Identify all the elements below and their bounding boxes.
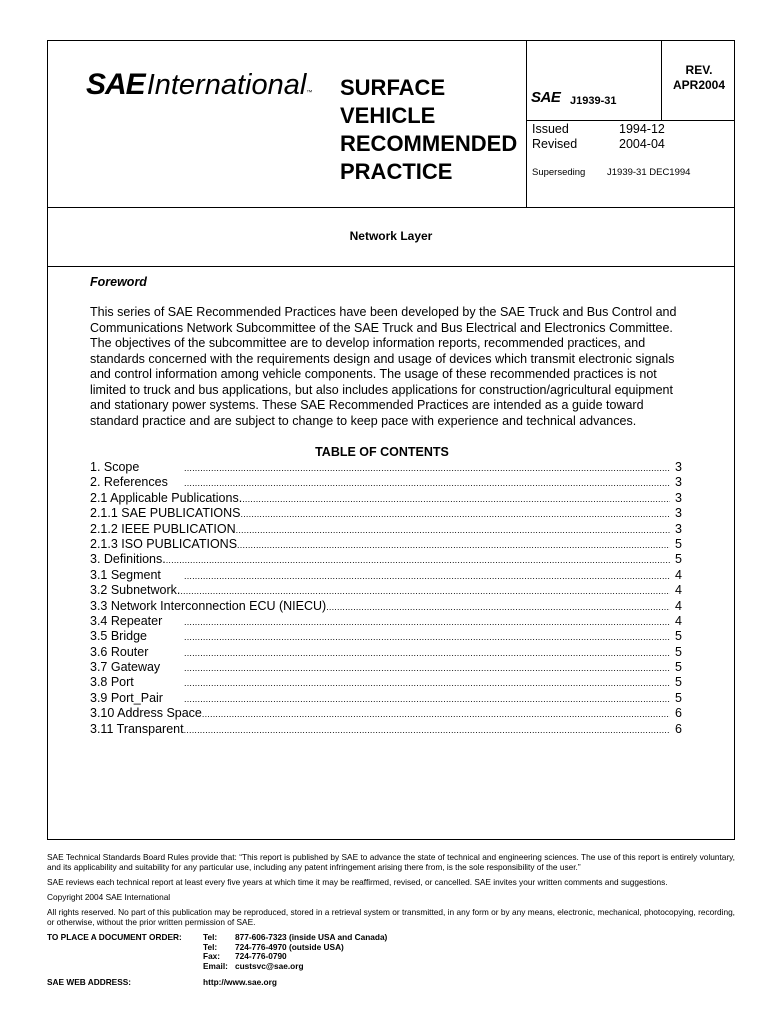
table-of-contents: [90, 460, 682, 737]
toc-entry[interactable]: [90, 460, 682, 475]
toc-entry-label: 2. References: [90, 475, 168, 490]
toc-entry[interactable]: [90, 614, 682, 629]
toc-entry[interactable]: [90, 599, 682, 614]
document-type: [340, 74, 517, 186]
toc-entry-page: 5: [675, 675, 682, 690]
toc-entry-page: 3: [675, 521, 682, 536]
toc-entry-label: 3.2 Subnetwork.: [90, 583, 181, 598]
document-subtitle: Network Layer: [349, 229, 433, 243]
footer: [47, 852, 735, 932]
foreword-text: This series of SAE Recommended Practices have been developed by the SAE Truck and Bus Control and Communications Network Subcommittee of the SAE Truck and Bus Electrical and Electronics Committee. The objectives of the subcommittee are to develop information reports, recommended practices, and standards concerned with the requirements design and usage of devices which transmit electronic signals and control information among vehicle components. The usage of these recommended practices is not limited to truck and bus applications, but also includes applications for construction/agricultural equipment and stationary power systems. These SAE Recommended Practices are intended as a guide toward standard practice and are subject to change to keep pace with experience and technical advances.: [90, 305, 677, 428]
toc-entry-label: 3. Definitions.: [90, 552, 166, 567]
order-contact-row: [203, 962, 443, 972]
order-label: TO PLACE A DOCUMENT ORDER:: [47, 932, 182, 942]
toc-entry-label: 2.1.2 IEEE PUBLICATION: [90, 521, 236, 536]
toc-entry[interactable]: [90, 583, 682, 598]
revision-box: [666, 63, 732, 93]
logo-international-text: International: [146, 69, 307, 101]
order-contact-key: Tel:: [203, 932, 218, 942]
toc-entry[interactable]: [90, 552, 682, 567]
toc-entry[interactable]: [90, 629, 682, 644]
toc-entry-label: 3.8 Port: [90, 675, 134, 690]
superseding: [532, 167, 690, 178]
web-address: [47, 977, 447, 987]
toc-entry-page: 4: [675, 598, 682, 613]
toc-leader-dots: [202, 707, 670, 721]
toc-leader-dots: [184, 661, 670, 675]
logo-sae-text: SAE: [86, 68, 145, 101]
order-contact-key: Email:: [203, 960, 228, 971]
toc-entry-label: 3.5 Bridge: [90, 629, 147, 644]
toc-entry-label: 2.1.1 SAE PUBLICATIONS: [90, 506, 241, 521]
order-contact-key: Fax:: [203, 951, 221, 961]
toc-leader-dots: [237, 538, 670, 552]
toc-entry-page: 5: [675, 660, 682, 675]
toc-entry[interactable]: [90, 645, 682, 660]
revised-label: Revised: [532, 137, 578, 151]
toc-entry-page: 4: [675, 613, 682, 628]
order-contact-key: Tel:: [203, 941, 218, 952]
footer-copyright: Copyright 2004 SAE International: [47, 892, 171, 902]
toc-entry[interactable]: [90, 506, 682, 521]
toc-entry-page: 5: [675, 690, 682, 705]
order-contact-value: 877-606-7323 (inside USA and Canada): [235, 932, 388, 942]
issued-label: Issued: [532, 122, 569, 136]
toc-entry[interactable]: [90, 691, 682, 706]
toc-heading: TABLE OF CONTENTS: [315, 445, 449, 459]
toc-entry-page: 6: [675, 721, 682, 736]
footer-rules: SAE Technical Standards Board Rules provide that: “This report is published by SAE to advance the state of technical and engineering sciences. The use of this report is entirely voluntary, and its applicability and suitability for any particular use, including any patent infringement arising there from, is the sole responsibility of the user.”: [47, 852, 735, 872]
toc-leader-dots: [180, 584, 670, 598]
toc-leader-dots: [184, 676, 670, 690]
toc-leader-dots: [326, 600, 670, 614]
header-column-divider: [526, 40, 527, 207]
toc-entry[interactable]: [90, 660, 682, 675]
toc-entry[interactable]: [90, 675, 682, 690]
web-label: SAE WEB ADDRESS:: [47, 977, 132, 987]
toc-entry-label: 2.1 Applicable Publications.: [90, 490, 243, 505]
toc-entry-label: 1. Scope: [90, 460, 140, 474]
toc-entry-page: 3: [675, 460, 682, 474]
toc-entry-label: 3.9 Port_Pair: [90, 690, 163, 705]
toc-leader-dots: [236, 523, 670, 537]
toc-entry-page: 3: [675, 490, 682, 505]
toc-leader-dots: [184, 476, 670, 490]
toc-entry[interactable]: [90, 568, 682, 583]
issued-value: 1994-12: [619, 122, 665, 136]
small-sae-logo: SAE: [531, 89, 561, 106]
web-link[interactable]: http://www.sae.org: [203, 977, 277, 987]
toc-entry-page: 6: [675, 706, 682, 721]
footer-rights: All rights reserved. No part of this publication may be reproduced, stored in a retrieval system or transmitted, in any form or by any means, electronic, mechanical, photocopying, recording, or otherwise, without the prior written permission of SAE.: [47, 907, 735, 927]
logo-trademark: ™: [306, 90, 313, 96]
toc-leader-dots: [184, 646, 670, 660]
toc-entry-label: 3.6 Router: [90, 644, 149, 659]
toc-entry-page: 5: [675, 552, 682, 567]
toc-entry-label: 2.1.3 ISO PUBLICATIONS: [90, 536, 238, 551]
doc-type-line: VEHICLE: [340, 103, 436, 128]
toc-entry[interactable]: [90, 706, 682, 721]
toc-entry[interactable]: [90, 537, 682, 552]
order-contact-value: 724-776-4970 (outside USA): [235, 941, 344, 952]
title-divider: [47, 266, 735, 267]
order-contacts: [203, 933, 443, 971]
foreword-heading: Foreword: [90, 275, 147, 289]
docnum-divider: [526, 120, 735, 121]
order-contact-value: 724-776-0790: [235, 951, 287, 961]
footer-review: SAE reviews each technical report at least every five years at which time it may be reaffirmed, revised, or cancelled. SAE invites your written comments and suggestions.: [47, 877, 668, 887]
toc-entry-label: 3.1 Segment: [90, 567, 161, 582]
toc-entry[interactable]: [90, 722, 682, 737]
toc-leader-dots: [184, 630, 670, 644]
toc-entry-label: 3.10 Address Space: [90, 706, 202, 721]
toc-entry-page: 3: [675, 475, 682, 490]
toc-entry-page: 3: [675, 506, 682, 521]
toc-leader-dots: [184, 615, 670, 629]
toc-leader-dots: [184, 723, 670, 737]
rev-column-divider: [661, 40, 662, 120]
toc-leader-dots: [184, 569, 670, 583]
toc-entry-label: 3.11 Transparent: [90, 721, 184, 736]
toc-entry-page: 4: [675, 583, 682, 598]
toc-leader-dots: [241, 507, 670, 521]
toc-leader-dots: [166, 553, 670, 567]
toc-entry-label: 3.4 Repeater: [90, 613, 163, 628]
toc-entry-label: 3.3 Network Interconnection ECU (NIECU): [90, 598, 327, 613]
doc-type-line: RECOMMENDED: [340, 131, 518, 156]
doc-type-line: PRACTICE: [340, 159, 453, 184]
issue-dates: [532, 122, 665, 152]
rev-date: APR2004: [672, 78, 726, 92]
toc-entry[interactable]: [90, 491, 682, 506]
rev-label: REV.: [685, 63, 713, 77]
toc-entry-page: 5: [675, 629, 682, 644]
toc-entry[interactable]: [90, 522, 682, 537]
revised-value: 2004-04: [619, 137, 665, 151]
header-divider: [47, 207, 735, 208]
toc-entry-page: 5: [675, 536, 682, 551]
toc-entry-label: 3.7 Gateway: [90, 660, 161, 675]
toc-entry-page: 4: [675, 567, 682, 582]
toc-leader-dots: [184, 692, 670, 706]
order-contact-value: custsvc@sae.org: [235, 960, 304, 971]
toc-leader-dots: [242, 492, 670, 506]
superseding-label: Superseding: [532, 167, 586, 178]
sae-international-logo: [86, 68, 312, 102]
toc-entry[interactable]: [90, 475, 682, 490]
superseding-value: J1939-31 DEC1994: [607, 167, 691, 178]
toc-leader-dots: [184, 461, 670, 475]
document-number: J1939-31: [570, 95, 617, 107]
doc-type-line: SURFACE: [340, 75, 446, 100]
toc-entry-page: 5: [675, 644, 682, 659]
